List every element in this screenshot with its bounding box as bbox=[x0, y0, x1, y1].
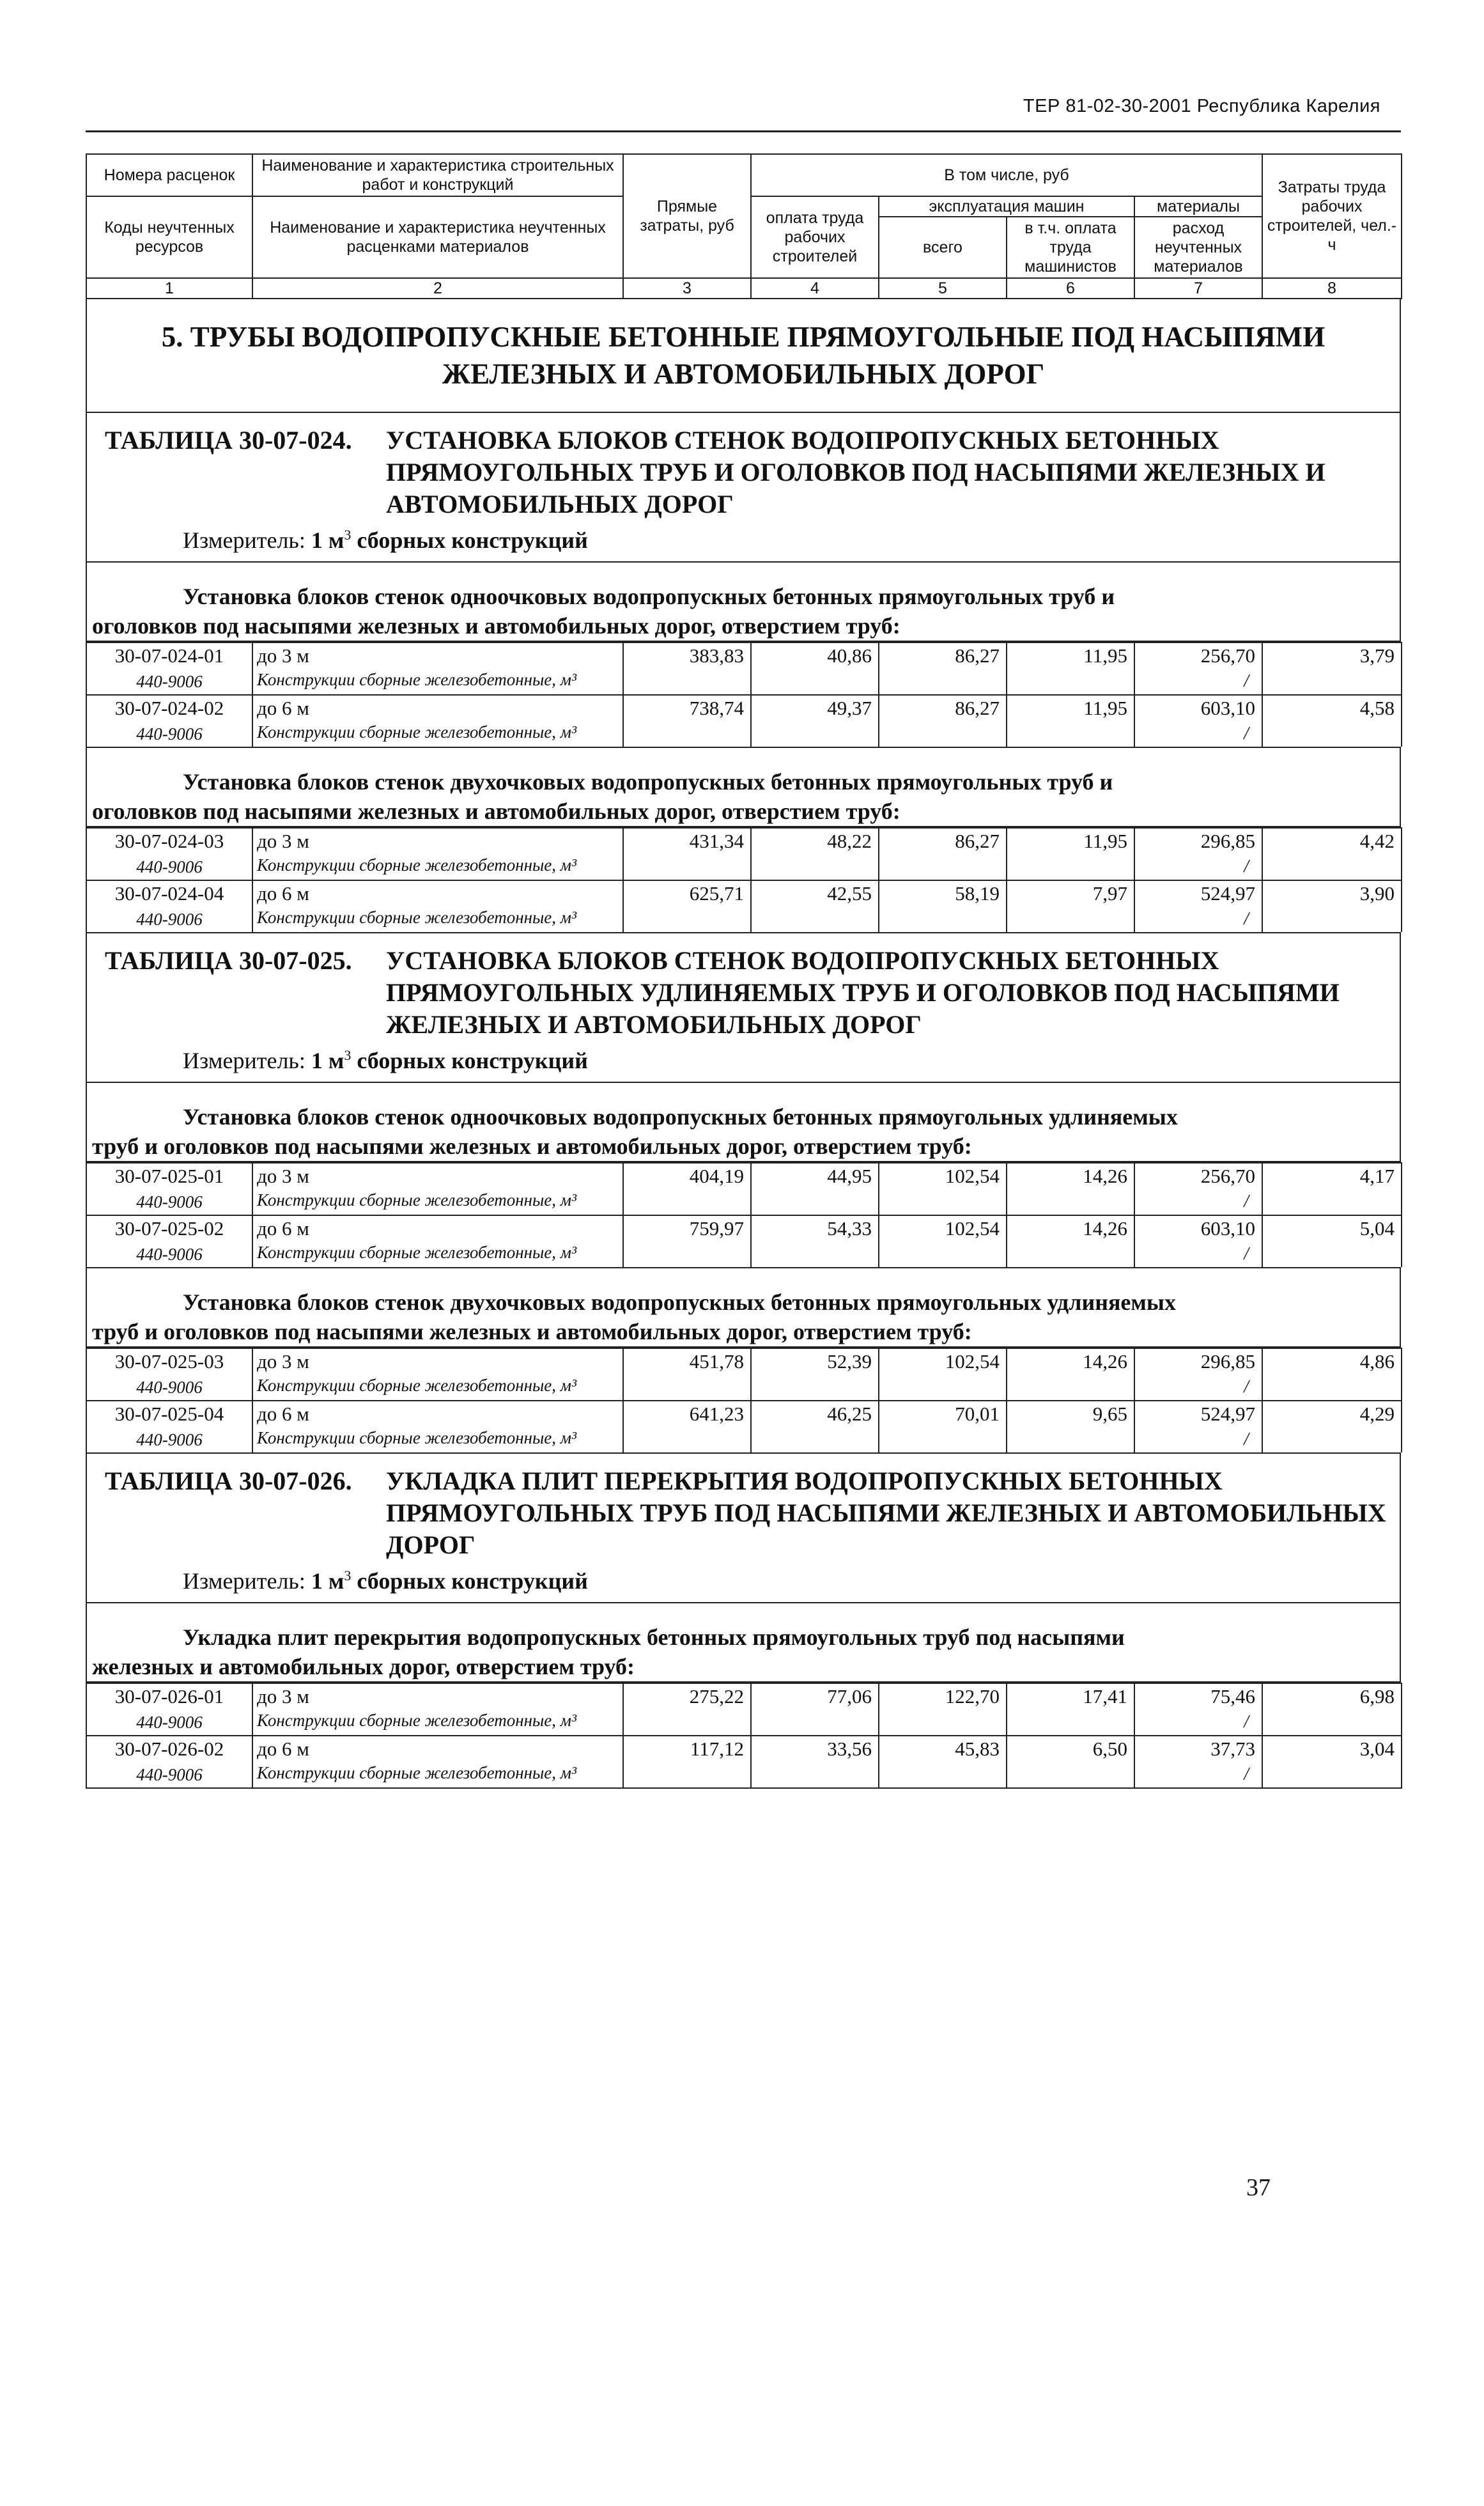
group-caption-line: труб и оголовков под насыпями железных и автомобильных дорог, отверстием труб: bbox=[92, 1319, 972, 1344]
rate-materials: 524,97 bbox=[1134, 880, 1262, 907]
rate-machines: 102,54 bbox=[879, 1348, 1007, 1374]
rate-row bbox=[86, 1736, 1402, 1762]
resource-name: Конструкции сборные железобетонные, м³ bbox=[252, 907, 623, 932]
rate-machinist: 14,26 bbox=[1007, 1163, 1134, 1189]
rate-direct: 431,34 bbox=[623, 828, 751, 854]
rate-name: до 3 м bbox=[252, 642, 623, 669]
rate-machinist: 11,95 bbox=[1007, 828, 1134, 854]
rate-labor: 52,39 bbox=[751, 1348, 879, 1374]
rate-hours: 4,58 bbox=[1262, 695, 1402, 721]
rate-code: 30-07-024-03 bbox=[86, 828, 252, 854]
material-unit: / bbox=[1134, 721, 1262, 747]
rate-materials: 524,97 bbox=[1134, 1401, 1262, 1427]
rates-table bbox=[86, 642, 1402, 747]
rate-name: до 6 м bbox=[252, 1401, 623, 1427]
table-name: УСТАНОВКА БЛОКОВ СТЕНОК ВОДОПРОПУСКНЫХ БЕТОННЫХ ПРЯМОУГОЛЬНЫХ УДЛИНЯЕМЫХ ТРУБ И ОГОЛОВКОВ ПОД НАСЫПЯМИ ЖЕЛЕЗНЫХ И АВТОМОБИЛЬНЫХ ДОРОГ bbox=[386, 946, 1340, 1039]
page-number: 37 bbox=[1246, 2174, 1271, 2201]
rate-labor: 49,37 bbox=[751, 695, 879, 721]
table-meter bbox=[87, 1041, 1400, 1082]
resource-code: 440-9006 bbox=[86, 907, 252, 932]
resource-name: Конструкции сборные железобетонные, м³ bbox=[252, 1709, 623, 1736]
group-caption-line: железных и автомобильных дорог, отверстием труб: bbox=[92, 1654, 635, 1679]
meter-sup: 3 bbox=[344, 527, 352, 543]
rate-direct: 404,19 bbox=[623, 1163, 751, 1189]
rate-row bbox=[86, 1163, 1402, 1189]
resource-row bbox=[86, 1241, 1402, 1267]
rate-row bbox=[86, 1401, 1402, 1427]
rate-code: 30-07-025-04 bbox=[86, 1401, 252, 1427]
rate-hours: 3,79 bbox=[1262, 642, 1402, 669]
group-caption-line: труб и оголовков под насыпями железных и автомобильных дорог, отверстием труб: bbox=[92, 1133, 972, 1159]
rate-machinist: 17,41 bbox=[1007, 1683, 1134, 1709]
group-caption-line: Установка блоков стенок одноочковых водопропускных бетонных прямоугольных удлиняемых bbox=[183, 1104, 1178, 1130]
rate-labor: 48,22 bbox=[751, 828, 879, 854]
rate-materials: 75,46 bbox=[1134, 1683, 1262, 1709]
rate-machines: 86,27 bbox=[879, 642, 1007, 669]
resource-row bbox=[86, 1709, 1402, 1736]
resource-row bbox=[86, 1374, 1402, 1401]
column-number: 8 bbox=[1262, 278, 1402, 299]
rate-machinist: 9,65 bbox=[1007, 1401, 1134, 1427]
rate-name: до 3 м bbox=[252, 1683, 623, 1709]
rate-machines: 86,27 bbox=[879, 695, 1007, 721]
rate-name: до 3 м bbox=[252, 1348, 623, 1374]
table-026-block bbox=[86, 1452, 1401, 1603]
group-caption-box bbox=[86, 563, 1401, 642]
resource-row bbox=[86, 907, 1402, 932]
material-unit: / bbox=[1134, 1189, 1262, 1215]
rate-machinist: 6,50 bbox=[1007, 1736, 1134, 1762]
column-number: 5 bbox=[879, 278, 1007, 299]
rate-hours: 4,29 bbox=[1262, 1401, 1402, 1427]
meter-value: 1 м bbox=[311, 1048, 344, 1073]
resource-code: 440-9006 bbox=[86, 854, 252, 880]
rate-machines: 122,70 bbox=[879, 1683, 1007, 1709]
rate-materials: 296,85 bbox=[1134, 1348, 1262, 1374]
resource-row bbox=[86, 669, 1402, 695]
rate-name: до 3 м bbox=[252, 828, 623, 854]
rates-table bbox=[86, 1683, 1402, 1789]
table-meter bbox=[87, 520, 1400, 561]
group-caption-line: Установка блоков стенок двухочковых водопропускных бетонных прямоугольных удлиняемых bbox=[183, 1289, 1177, 1315]
group-caption-line: Установка блоков стенок двухочковых водопропускных бетонных прямоугольных труб и bbox=[183, 769, 1113, 795]
rate-labor: 33,56 bbox=[751, 1736, 879, 1762]
resource-code: 440-9006 bbox=[86, 1189, 252, 1215]
material-unit: / bbox=[1134, 1374, 1262, 1401]
rate-hours: 4,17 bbox=[1262, 1163, 1402, 1189]
rate-row bbox=[86, 1683, 1402, 1709]
meter-label: Измеритель: bbox=[183, 1568, 305, 1594]
rate-direct: 738,74 bbox=[623, 695, 751, 721]
meter-rest: сборных конструкций bbox=[357, 527, 588, 553]
header-machines: эксплуатация машин bbox=[879, 197, 1134, 217]
header-resource-codes: Коды неучтенных ресурсов bbox=[86, 196, 252, 278]
resource-code: 440-9006 bbox=[86, 669, 252, 695]
rate-code: 30-07-026-02 bbox=[86, 1736, 252, 1762]
section-title: 5. ТРУБЫ ВОДОПРОПУСКНЫЕ БЕТОННЫЕ ПРЯМОУГОЛЬНЫЕ ПОД НАСЫПЯМИ ЖЕЛЕЗНЫХ И АВТОМОБИЛЬНЫХ ДОРОГ bbox=[161, 321, 1326, 390]
material-unit: / bbox=[1134, 1241, 1262, 1267]
column-number: 4 bbox=[751, 278, 879, 299]
rate-code: 30-07-024-02 bbox=[86, 695, 252, 721]
resource-name: Конструкции сборные железобетонные, м³ bbox=[252, 1189, 623, 1215]
meter-sup: 3 bbox=[344, 1047, 352, 1063]
rate-labor: 44,95 bbox=[751, 1163, 879, 1189]
table-024-block bbox=[86, 413, 1401, 563]
rate-row bbox=[86, 1348, 1402, 1374]
header-labor-hours: Затраты труда рабочих строителей, чел.-ч bbox=[1262, 154, 1402, 278]
rate-direct: 383,83 bbox=[623, 642, 751, 669]
group-caption bbox=[87, 1268, 1400, 1346]
group-caption-line: оголовков под насыпями железных и автомобильных дорог, отверстием труб: bbox=[92, 798, 900, 824]
rate-row bbox=[86, 1215, 1402, 1241]
table-name: УКЛАДКА ПЛИТ ПЕРЕКРЫТИЯ ВОДОПРОПУСКНЫХ БЕТОННЫХ ПРЯМОУГОЛЬНЫХ ТРУБ ПОД НАСЫПЯМИ ЖЕЛЕЗНЫХ И АВТОМОБИЛЬНЫХ ДОРОГ bbox=[386, 1467, 1386, 1559]
column-number: 6 bbox=[1007, 278, 1134, 299]
rate-materials: 37,73 bbox=[1134, 1736, 1262, 1762]
rate-machinist: 11,95 bbox=[1007, 695, 1134, 721]
material-unit: / bbox=[1134, 907, 1262, 932]
rate-name: до 3 м bbox=[252, 1163, 623, 1189]
rate-name: до 6 м bbox=[252, 880, 623, 907]
rate-code: 30-07-025-03 bbox=[86, 1348, 252, 1374]
meter-value: 1 м bbox=[311, 527, 344, 553]
group-caption-line: оголовков под насыпями железных и автомобильных дорог, отверстием труб: bbox=[92, 613, 900, 639]
rate-code: 30-07-024-04 bbox=[86, 880, 252, 907]
meter-rest: сборных конструкций bbox=[357, 1048, 588, 1073]
header-materials-group bbox=[1134, 196, 1262, 278]
rate-labor: 77,06 bbox=[751, 1683, 879, 1709]
rate-machines: 86,27 bbox=[879, 828, 1007, 854]
resource-code: 440-9006 bbox=[86, 1762, 252, 1788]
column-header-table bbox=[86, 153, 1402, 299]
rate-hours: 3,90 bbox=[1262, 880, 1402, 907]
header-rule bbox=[86, 130, 1401, 132]
group-caption-box bbox=[86, 1267, 1401, 1348]
column-number: 7 bbox=[1134, 278, 1262, 299]
group-caption-line: Установка блоков стенок одноочковых водопропускных бетонных прямоугольных труб и bbox=[183, 584, 1115, 609]
rate-labor: 46,25 bbox=[751, 1401, 879, 1427]
material-unit: / bbox=[1134, 1762, 1262, 1788]
rate-hours: 4,86 bbox=[1262, 1348, 1402, 1374]
resource-row bbox=[86, 1427, 1402, 1452]
group-caption bbox=[87, 748, 1400, 826]
rate-materials: 296,85 bbox=[1134, 828, 1262, 854]
rate-name: до 6 м bbox=[252, 695, 623, 721]
rate-materials: 256,70 bbox=[1134, 642, 1262, 669]
resource-row bbox=[86, 1762, 1402, 1788]
table-title bbox=[87, 1454, 1400, 1561]
rate-labor: 40,86 bbox=[751, 642, 879, 669]
resource-code: 440-9006 bbox=[86, 1427, 252, 1452]
table-025-block bbox=[86, 932, 1401, 1083]
table-code: ТАБЛИЦА 30-07-025. bbox=[105, 946, 352, 975]
header-including: В том числе, руб bbox=[751, 154, 1262, 196]
table-code: ТАБЛИЦА 30-07-026. bbox=[105, 1467, 352, 1495]
rate-hours: 4,42 bbox=[1262, 828, 1402, 854]
table-title bbox=[87, 413, 1400, 520]
rates-table bbox=[86, 1348, 1402, 1452]
rate-materials: 603,10 bbox=[1134, 1215, 1262, 1241]
resource-name: Конструкции сборные железобетонные, м³ bbox=[252, 1427, 623, 1452]
rate-machines: 70,01 bbox=[879, 1401, 1007, 1427]
header-direct-costs: Прямые затраты, руб bbox=[623, 154, 751, 278]
rate-code: 30-07-024-01 bbox=[86, 642, 252, 669]
header-unaccounted-materials: расход неучтенных материалов bbox=[1154, 219, 1243, 276]
meter-value: 1 м bbox=[311, 1568, 344, 1594]
resource-row bbox=[86, 854, 1402, 880]
material-unit: / bbox=[1134, 1709, 1262, 1736]
meter-sup: 3 bbox=[344, 1568, 352, 1584]
rate-direct: 451,78 bbox=[623, 1348, 751, 1374]
document-frame bbox=[86, 153, 1401, 2506]
rate-machinist: 11,95 bbox=[1007, 642, 1134, 669]
rate-code: 30-07-025-01 bbox=[86, 1163, 252, 1189]
resource-code: 440-9006 bbox=[86, 1241, 252, 1267]
header-worker-pay: оплата труда рабочих строителей bbox=[751, 196, 879, 278]
header-machinist-pay: в т.ч. оплата труда машинистов bbox=[1024, 219, 1117, 276]
rate-code: 30-07-025-02 bbox=[86, 1215, 252, 1241]
resource-code: 440-9006 bbox=[86, 721, 252, 747]
resource-name: Конструкции сборные железобетонные, м³ bbox=[252, 1374, 623, 1401]
material-unit: / bbox=[1134, 854, 1262, 880]
rate-labor: 54,33 bbox=[751, 1215, 879, 1241]
header-machines-total: всего bbox=[879, 217, 1007, 277]
resource-code: 440-9006 bbox=[86, 1709, 252, 1736]
rate-direct: 117,12 bbox=[623, 1736, 751, 1762]
resource-name: Конструкции сборные железобетонные, м³ bbox=[252, 854, 623, 880]
rate-name: до 6 м bbox=[252, 1215, 623, 1241]
resource-name: Конструкции сборные железобетонные, м³ bbox=[252, 721, 623, 747]
rate-row bbox=[86, 642, 1402, 669]
rate-machinist: 14,26 bbox=[1007, 1215, 1134, 1241]
rate-direct: 759,97 bbox=[623, 1215, 751, 1241]
header-machines-group bbox=[879, 196, 1134, 278]
resource-row bbox=[86, 1189, 1402, 1215]
rate-machines: 102,54 bbox=[879, 1163, 1007, 1189]
rate-direct: 641,23 bbox=[623, 1401, 751, 1427]
rate-machinist: 14,26 bbox=[1007, 1348, 1134, 1374]
header-rates-number: Номера расценок bbox=[86, 154, 252, 196]
header-material-name: Наименование и характеристика неучтенных расценками материалов bbox=[252, 196, 623, 278]
rate-row bbox=[86, 828, 1402, 854]
resource-name: Конструкции сборные железобетонные, м³ bbox=[252, 1762, 623, 1788]
rate-machines: 45,83 bbox=[879, 1736, 1007, 1762]
group-caption bbox=[87, 563, 1400, 641]
rate-materials: 256,70 bbox=[1134, 1163, 1262, 1189]
rate-code: 30-07-026-01 bbox=[86, 1683, 252, 1709]
rates-table bbox=[86, 827, 1402, 932]
rate-machines: 102,54 bbox=[879, 1215, 1007, 1241]
group-caption-line: Укладка плит перекрытия водопропускных бетонных прямоугольных труб под насыпями bbox=[183, 1624, 1125, 1650]
resource-row bbox=[86, 721, 1402, 747]
column-number: 2 bbox=[252, 278, 623, 299]
column-number: 1 bbox=[86, 278, 252, 299]
rates-table bbox=[86, 1162, 1402, 1267]
table-code: ТАБЛИЦА 30-07-024. bbox=[105, 426, 352, 455]
rate-hours: 3,04 bbox=[1262, 1736, 1402, 1762]
rate-materials: 603,10 bbox=[1134, 695, 1262, 721]
rate-machines: 58,19 bbox=[879, 880, 1007, 907]
material-unit: / bbox=[1134, 669, 1262, 695]
meter-rest: сборных конструкций bbox=[357, 1568, 588, 1594]
rate-name: до 6 м bbox=[252, 1736, 623, 1762]
section-title-box bbox=[86, 299, 1401, 413]
column-number: 3 bbox=[623, 278, 751, 299]
table-title bbox=[87, 933, 1400, 1041]
group-caption-box bbox=[86, 1603, 1401, 1683]
rate-hours: 6,98 bbox=[1262, 1683, 1402, 1709]
column-numbers-row bbox=[86, 278, 1402, 299]
resource-name: Конструкции сборные железобетонные, м³ bbox=[252, 669, 623, 695]
header-work-name: Наименование и характеристика строительных работ и конструкций bbox=[252, 154, 623, 196]
meter-label: Измеритель: bbox=[183, 1048, 305, 1073]
running-header: ТЕР 81-02-30-2001 Республика Карелия bbox=[1023, 96, 1380, 116]
group-caption bbox=[87, 1603, 1400, 1681]
rate-machinist: 7,97 bbox=[1007, 880, 1134, 907]
rate-direct: 275,22 bbox=[623, 1683, 751, 1709]
group-caption-box bbox=[86, 1083, 1401, 1162]
meter-label: Измеритель: bbox=[183, 527, 305, 553]
rate-labor: 42,55 bbox=[751, 880, 879, 907]
rate-row bbox=[86, 695, 1402, 721]
resource-code: 440-9006 bbox=[86, 1374, 252, 1401]
rate-direct: 625,71 bbox=[623, 880, 751, 907]
material-unit: / bbox=[1134, 1427, 1262, 1452]
header-materials: материалы bbox=[1135, 197, 1262, 217]
group-caption bbox=[87, 1083, 1400, 1161]
table-name: УСТАНОВКА БЛОКОВ СТЕНОК ВОДОПРОПУСКНЫХ БЕТОННЫХ ПРЯМОУГОЛЬНЫХ ТРУБ И ОГОЛОВКОВ ПОД НАСЫПЯМИ ЖЕЛЕЗНЫХ И АВТОМОБИЛЬНЫХ ДОРОГ bbox=[386, 426, 1326, 518]
resource-name: Конструкции сборные железобетонные, м³ bbox=[252, 1241, 623, 1267]
rate-row bbox=[86, 880, 1402, 907]
rate-hours: 5,04 bbox=[1262, 1215, 1402, 1241]
group-caption-box bbox=[86, 747, 1401, 827]
table-meter bbox=[87, 1561, 1400, 1602]
